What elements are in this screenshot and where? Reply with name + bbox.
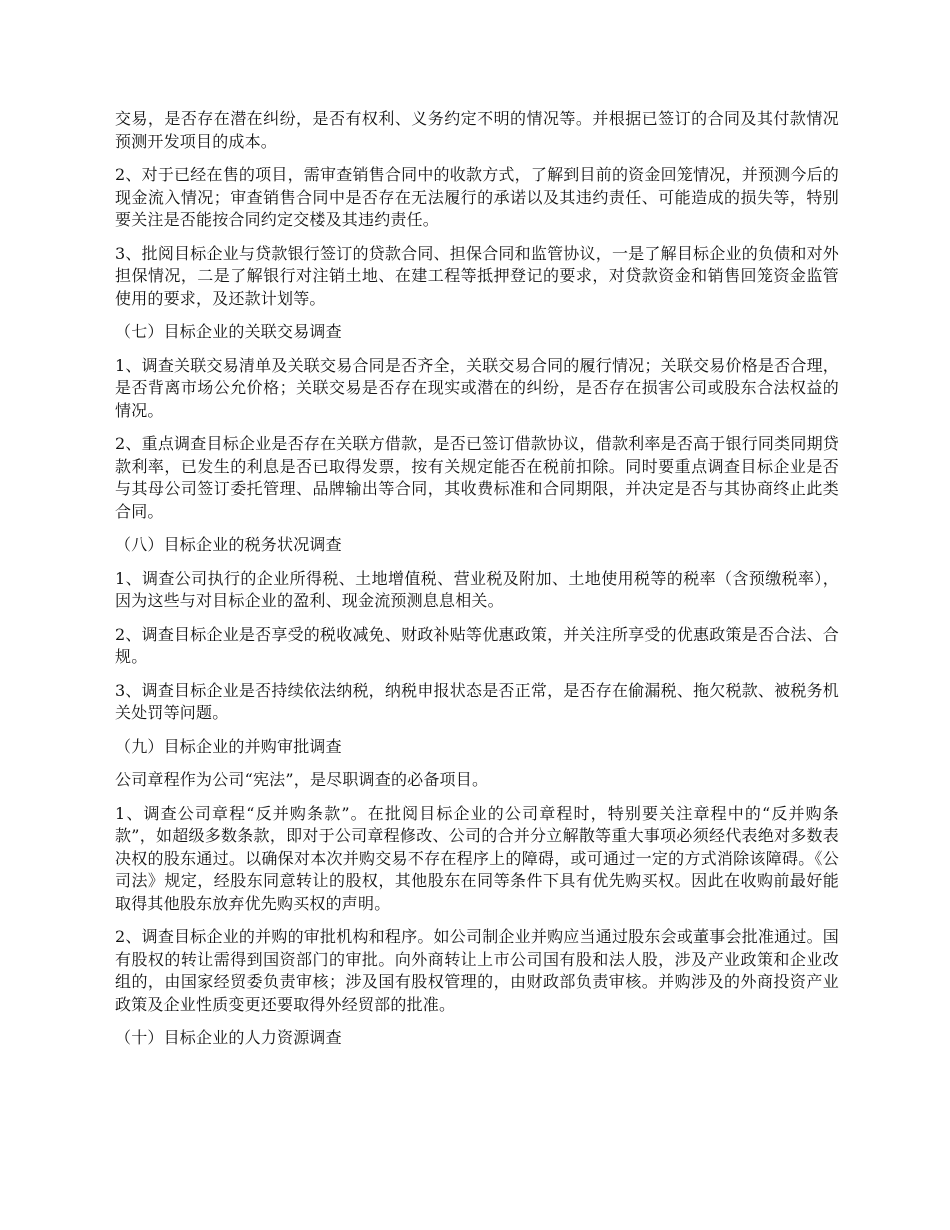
paragraph: 2、对于已经在售的项目，需审查销售合同中的收款方式，了解到目前的资金回笼情况，并预测今后的现金流入情况；审查销售合同中是否存在无法履行的承诺以及其违约责任、可能造成的损失等，特别要关注是否能按合同约定交楼及其违约责任。 — [115, 165, 839, 229]
paragraph: 3、调查目标企业是否持续依法纳税，纳税申报状态是否正常，是否存在偷漏税、拖欠税款、被税务机关处罚等问题。 — [115, 680, 839, 722]
paragraph: 1、调查公司执行的企业所得税、土地增值税、营业税及附加、土地使用税等的税率（含预缴税率），因为这些与对目标企业的盈利、现金流预测息息相关。 — [115, 568, 839, 610]
paragraph: 2、重点调查目标企业是否存在关联方借款，是否已签订借款协议，借款利率是否高于银行同类同期贷款利率，已发生的利息是否已取得发票，按有关规定能否在税前扣除。同时要重点调查目标企业是否与其母公司签订委托管理、品牌输出等合同，其收费标准和合同期限，并决定是否与其协商终止此类合同。 — [115, 434, 839, 521]
document-page — [115, 108, 839, 1061]
section-heading: （九）目标企业的并购审批调查 — [115, 736, 342, 756]
paragraph: 公司章程作为公司“宪法”，是尽职调查的必备项目。 — [115, 770, 489, 789]
paragraph: 2、调查目标企业的并购的审批机构和程序。如公司制企业并购应当通过股东会或董事会批准通过。国有股权的转让需得到国资部门的审批。向外商转让上市公司国有股和法人股，涉及产业政策和企业改组的，由国家经贸委负责审核；涉及国有股权管理的，由财政部负责审核。并购涉及的外商投资产业政策及企业性质变更还要取得外经贸部的批准。 — [115, 927, 839, 1014]
paragraph: 3、批阅目标企业与贷款银行签订的贷款合同、担保合同和监管协议，一是了解目标企业的负债和对外担保情况，二是了解银行对注销土地、在建工程等抵押登记的要求，对贷款资金和销售回笼资金监管使用的要求，及还款计划等。 — [115, 243, 839, 308]
section-heading: （七）目标企业的关联交易调查 — [115, 322, 342, 341]
paragraph: 1、调查关联交易清单及关联交易合同是否齐全，关联交易合同的履行情况；关联交易价格是否合理，是否背离市场公允价格；关联交易是否存在现实或潜在的纠纷，是否存在损害公司或股东合法权益的情况。 — [115, 355, 839, 420]
section-heading: （十）目标企业的人力资源调查 — [115, 1028, 342, 1047]
paragraph: 2、调查目标企业是否享受的税收减免、财政补贴等优惠政策，并关注所享受的优惠政策是否合法、合规。 — [115, 624, 839, 666]
section-heading: （八）目标企业的税务状况调查 — [115, 535, 342, 554]
paragraph: 交易，是否存在潜在纠纷，是否有权利、义务约定不明的情况等。并根据已签订的合同及其付款情况预测开发项目的成本。 — [115, 109, 839, 151]
paragraph: 1、调查公司章程“反并购条款”。在批阅目标企业的公司章程时，特别要关注章程中的“反并购条款”，如超级多数条款，即对于公司章程修改、公司的合并分立解散等重大事项必须经代表绝对多数表决权的股东通过。以确保对本次并购交易不存在程序上的障碍，或可通过一定的方式消除该障碍。《公司法》规定，经股东同意转让的股权，其他股东在同等条件下具有优先购买权。因此在收购前最好能取得其他股东放弃优先购买权的声明。 — [115, 803, 839, 913]
